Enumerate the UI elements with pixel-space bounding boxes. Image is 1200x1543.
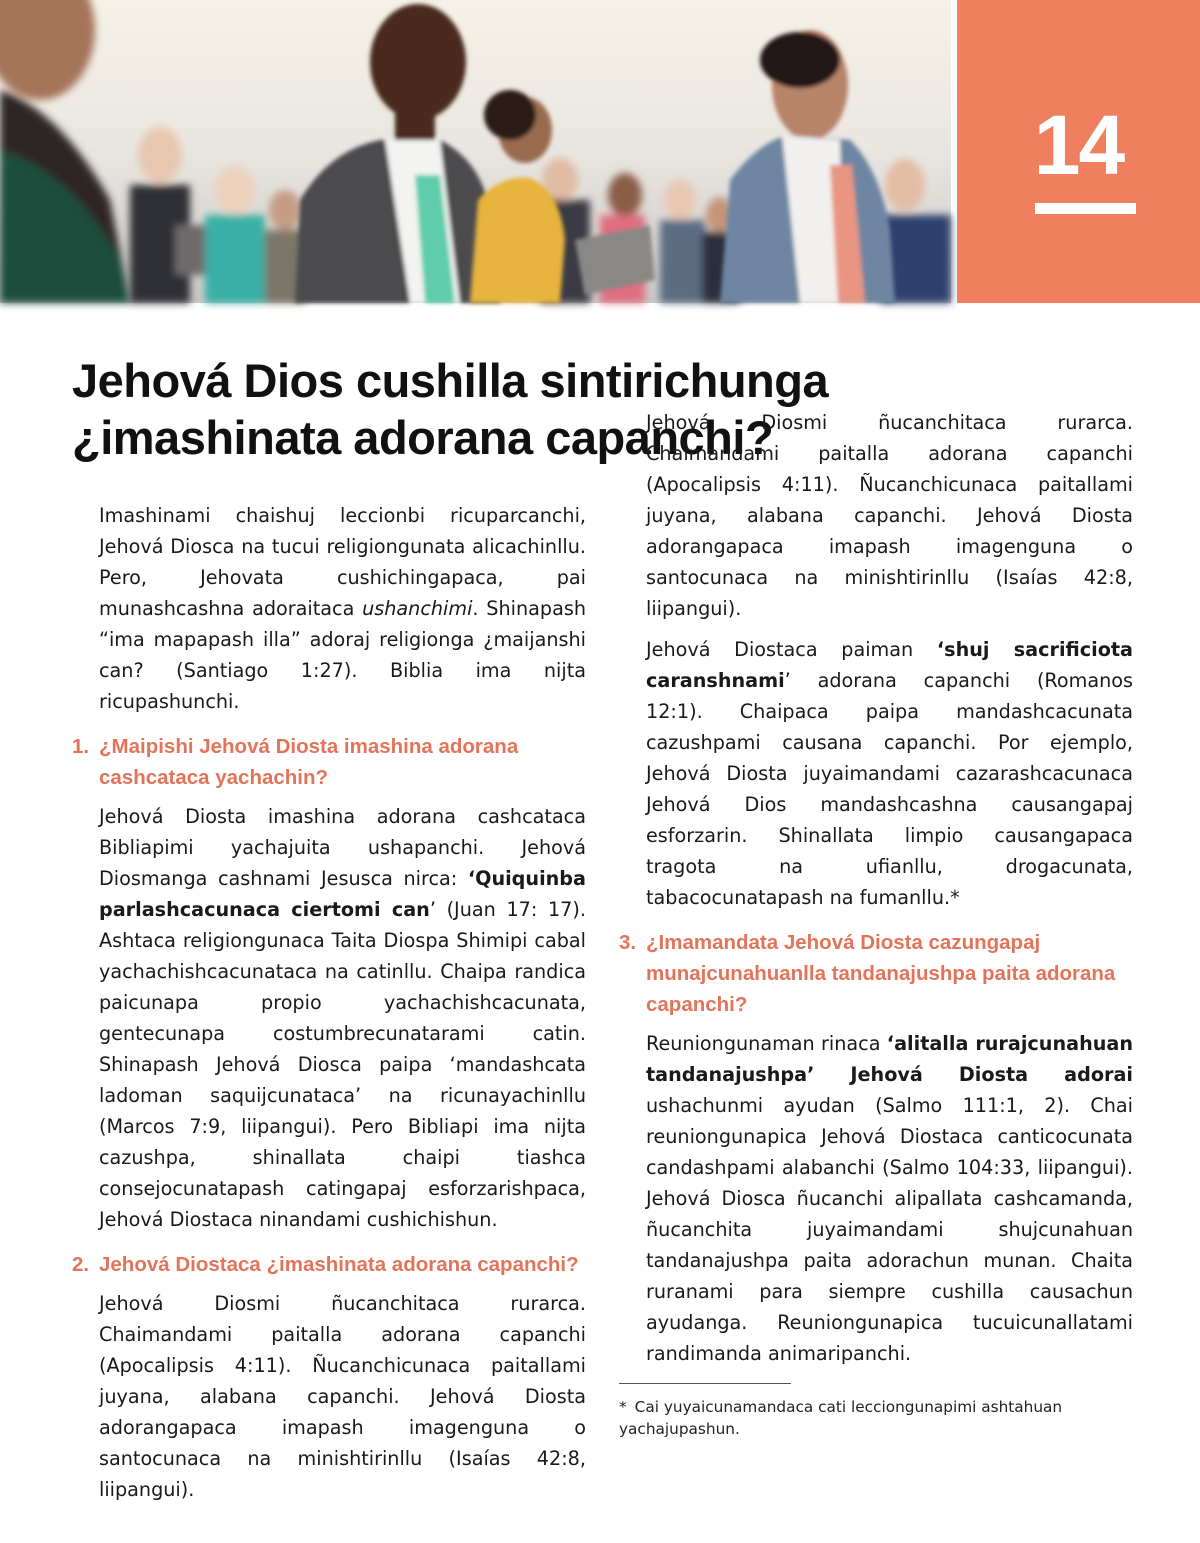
section-3-paragraph [646,1028,1133,1369]
paragraph-text: ’ adorana capanchi (Romanos 12:1). Chaipaca paipa mandashcacunata cazushpami causana capanchi. Por ejemplo, Jehová Diosta juyaimandami cazarashcacunaca Jehová Dios mandashcashna causangapaj esforzarin. Shinallata limpio causangapaca tragota na ufianllu, drogacunata, tabacocunatapash na fumanllu.* [646,669,1133,909]
paragraph-text: ushachunmi ayudan (Salmo 111:1, 2). Chai reuniongunapica Jehová Diostaca canticocunata candashpami alabanchi (Salmo 104:33, liipangui). Jehová Diosca ñucanchi alipallata cashcamanda, ñucanchita juyaimandami shujcunahuan tandanajushpa paita adorachun munan. Chaita ruranami para siempre cushilla causachun ayudanga. Reuniongunapica tucuicunallatami randimanda animaripanchi. [646,1094,1133,1365]
intro-text-italic: ushanchimi [362,597,473,620]
lesson-title-line-1: Jehová Dios cushilla sintirichunga [72,354,829,407]
section-1-paragraph [99,801,586,1235]
question-text: Jehová Diostaca ¿imashinata adorana capanchi? [99,1253,579,1276]
intro-text-1: Imashinami chaishuj leccionbi ricuparcanchi, Jehová Diosca na tucui religiongunata alicachinllu. Pero, Jehovata cushichingapaca, pai munashcashna adoraitaca [99,504,586,620]
footnote [619,1396,1133,1440]
question-number: 2. [72,1253,90,1276]
lesson-number-underline [1035,203,1136,214]
paragraph-text: ’ (Juan 17: 17). Ashtaca religiongunaca Taita Diospa Shimipi cabal yachachishcacunataca na catinllu. Chaipa randica paicunapa propio yachachishcacunata, gentecunapa costumbrecunatarami catin. Shinapash Jehová Diosca paipa ‘mandashcata ladoman saquijcunataca’ na ricunayachinllu (Marcos 7:9, liipangui). Pero Bibliapi ima nijta cazushpa, shinallata chaipi tiashca consejocunatapash catingapaj esforzarishpaca, Jehová Diostaca ninandami cushichishun. [99,898,586,1231]
paragraph-text: Jehová Diosmi ñucanchitaca rurarca. Chaimandami paitalla adorana capanchi (Apocalipsis 4:11). Ñucanchicunaca paitallami juyana, alabana capanchi. Jehová Diosta adorangapaca imapash imagenguna o santocunaca na minishtirinllu (Isaías 42:8, liipangui). [99,1292,586,1501]
footnote-text: Cai yuyaicunamandaca cati lecciongunapimi ashtahuan yachajupashun. [619,1398,1063,1438]
footnote-divider [619,1383,791,1384]
paragraph-text: Jehová Diosta imashina adorana cashcataca Bibliapimi yachajuita ushapanchi. Jehová Diosmanga cashnami Jesusca nirca: [99,805,586,890]
scripture-quote-bold: ‘alitalla rurajcunahuan tandanajushpa’ Jehová Diosta adorai [646,1032,1133,1086]
congregation-singing-photo [0,0,951,303]
intro-paragraph [99,500,586,717]
paragraph-continuation [646,407,1133,624]
footnote-mark: * [619,1398,627,1416]
intro-text-2: . Shinapash “ima mapapash illa” adoraj religionga ¿maijanshi can? (Santiago 1:27). Biblia ima nijta ricupashunchi. [99,597,586,713]
question-1 [72,731,586,793]
left-column [72,500,586,1501]
lesson-number: 14 [1033,98,1124,192]
section-2-paragraph-2 [646,634,1133,913]
question-2 [72,1249,586,1280]
question-number: 1. [72,735,90,758]
paragraph-text: Reuniongunaman rinaca [646,1032,887,1055]
lesson-number-badge [957,0,1200,303]
right-column [619,411,1133,1440]
section-2-paragraph-1-continued [646,411,1133,624]
hero-photo [0,0,951,303]
paragraph-text: Jehová Diosmi ñucanchitaca rurarca. Chaimandami paitalla adorana capanchi (Apocalipsis 4:11). Ñucanchicunaca paitallami juyana, alabana capanchi. Jehová Diosta adorangapaca imapash imagenguna o santocunaca na minishtirinllu (Isaías 42:8, liipangui). [646,411,1133,620]
section-2-paragraph-1 [99,1288,586,1501]
question-text: ¿Maipishi Jehová Diosta imashina adorana cashcataca yachachin? [99,735,519,789]
question-3 [619,927,1133,1020]
question-text: ¿Imamandata Jehová Diosta cazungapaj munajcunahuanlla tandanajushpa paita adorana capanchi? [646,931,1116,1016]
scripture-quote-bold: ‘shuj sacrificiota caranshnami [646,638,1133,692]
question-number: 3. [619,931,637,954]
lesson-title-line-2: ¿imashinata adorana capanchi? [72,411,774,464]
scripture-quote-bold: ‘Quiquinba parlashcacunaca ciertomi can [99,867,586,921]
paragraph-text: Jehová Diostaca paiman [646,638,937,661]
